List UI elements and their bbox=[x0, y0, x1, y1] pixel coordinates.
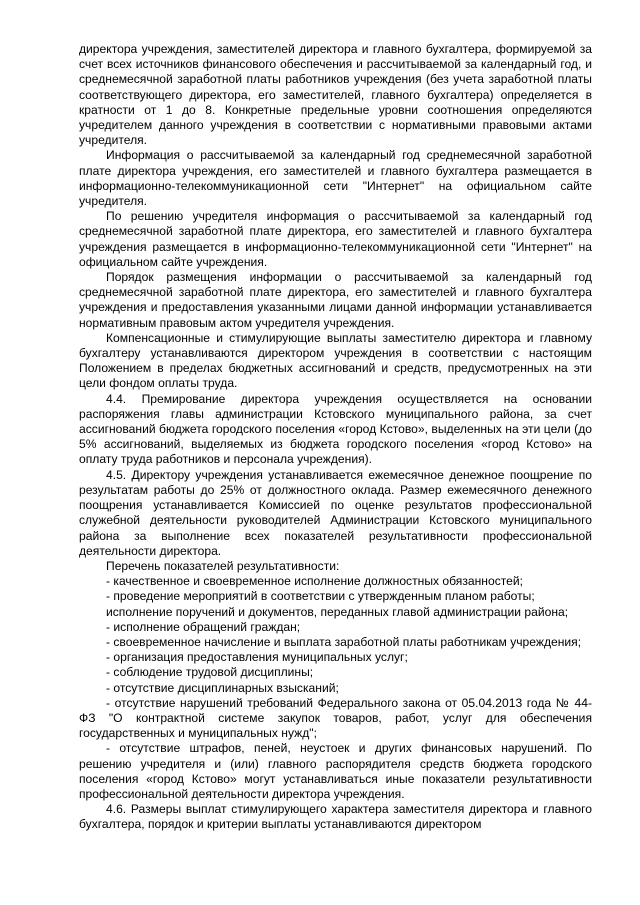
indicator-item: - соблюдение трудовой дисциплины; bbox=[106, 665, 314, 680]
indicator-item: - исполнение обращений граждан; bbox=[106, 619, 301, 634]
paragraph-salary-info-institution-site: По решению учредителя информация о рассчитываемой за календарный год среднемесячной заработной плате директора, его заместителей и главного бухгалтера учреждения размещается в информационно-телекоммуникационной сети "Интернет" на официальном сайте учреждения. bbox=[79, 209, 592, 269]
indicator-item: - организация предоставления муниципальных услуг; bbox=[106, 650, 408, 665]
paragraph-4-6-deputy-incentives: 4.6. Размеры выплат стимулирующего характера заместителя директора и главного бухгалтера, порядок и критерии выплаты устанавливаются директором bbox=[79, 802, 592, 832]
document-page bbox=[79, 42, 592, 897]
indicator-item: - своевременное начисление и выплата заработной платы работникам учреждения; bbox=[106, 634, 582, 649]
paragraph-indicators-heading: Перечень показателей результативности: bbox=[106, 558, 340, 573]
indicator-item: - проведение мероприятий в соответствии с утвержденным планом работы; bbox=[106, 589, 535, 604]
paragraph-compensation-payments: Компенсационные и стимулирующие выплаты заместителю директора и главному бухгалтеру устанавливаются директором учреждения в соответствии с настоящим Положением в пределах бюджетных ассигнований и средств, предусмотренных на эти цели фондом оплаты труда. bbox=[79, 330, 592, 391]
paragraph-info-placement-order: Порядок размещения информации о рассчитываемой за календарный год среднемесячной заработной плате директора, его заместителей и главного бухгалтера учреждения и предоставления указанными лицами данной информации устанавливается нормативным правовым актом учредителя учреждения. bbox=[79, 270, 592, 330]
indicator-item: - отсутствие штрафов, пеней, неустоек и других финансовых нарушений. По решению учредителя и (или) главного распорядителя средств бюджета городского поселения «город Кстово» могут устанавливаться иные показатели результативности профессиональной деятельности директора учреждения. bbox=[79, 741, 592, 801]
paragraph-salary-info-founder-site: Информация о рассчитываемой за календарный год среднемесячной заработной плате директора учреждения, его заместителей и главного бухгалтера размещается в информационно-телекоммуникационной сети "Интернет" на официальном сайте учредителя. bbox=[79, 148, 592, 209]
indicator-item: - отсутствие дисциплинарных взысканий; bbox=[106, 680, 339, 695]
indicator-item: - отсутствие нарушений требований Федерального закона от 05.04.2013 года № 44-ФЗ "О контрактной системе закупок товаров, работ, услуг для обеспечения государственных и муниципальных нужд"; bbox=[79, 695, 592, 741]
paragraph-4-4-bonus: 4.4. Премирование директора учреждения осуществляется на основании распоряжения главы администрации Кстовского муниципального района, за счет ассигнований бюджета городского поселения «город Кстово», выделенных на эти цели (до 5% ассигнований, выделяемых из бюджета городского поселения «город Кстово» на оплату труда работников и персонала учреждения). bbox=[79, 391, 592, 467]
indicator-item: - качественное и своевременное исполнение должностных обязанностей; bbox=[106, 574, 523, 589]
indicator-item: исполнение поручений и документов, переданных главой администрации района; bbox=[106, 604, 569, 619]
paragraph-salary-ratio: директора учреждения, заместителей директора и главного бухгалтера, формируемой за счет всех источников финансового обеспечения и рассчитываемой за календарный год, и среднемесячной заработной платы работников учреждения (без учета заработной платы соответствующего директора, его заместителей, главного бухгалтера) определяется в кратности от 1 до 8. Конкретные предельные уровни соотношения определяются учредителем данного учреждения в соответствии с нормативными правовыми актами учредителя. bbox=[79, 42, 592, 148]
paragraph-4-5-monthly-incentive: 4.5. Директору учреждения устанавливается ежемесячное денежное поощрение по результатам работы до 25% от должностного оклада. Размер ежемесячного денежного поощрения устанавливается Комиссией по оценке результатов профессиональной служебной деятельности руководителей Администрации Кстовского муниципального района за выполнение всех показателей результативности профессиональной деятельности директора. bbox=[79, 467, 592, 558]
